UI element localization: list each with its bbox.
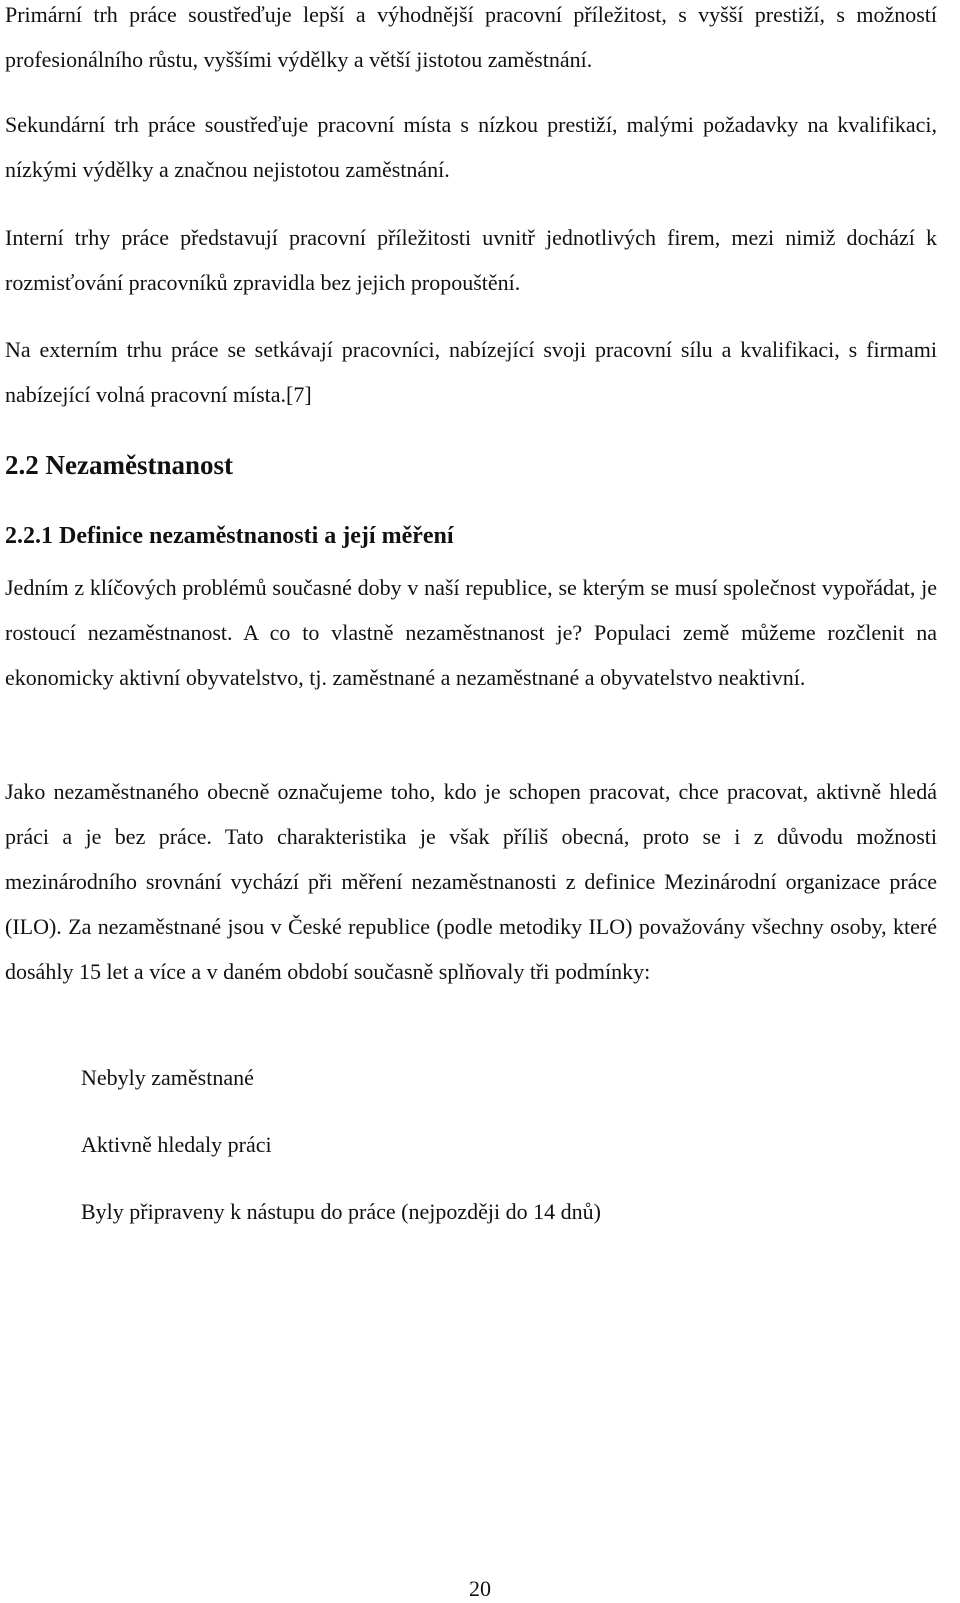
conditions-list — [81, 1063, 601, 1264]
subsection-heading: 2.2.1 Definice nezaměstnanosti a její měření — [5, 523, 454, 549]
page-number: 20 — [469, 1576, 491, 1601]
paragraph-primary-labor-market: Primární trh práce soustřeďuje lepší a výhodnější pracovní příležitost, s vyšší prestiží, s možností profesionálního růstu, vyššími výdělky a větší jistotou zaměstnání. — [5, 2, 937, 72]
paragraph-unemployment-definition: Jedním z klíčových problémů současné doby v naší republice, se kterým se musí společnost vypořádat, je rostoucí nezaměstnanost. A co to vlastně nezaměstnanost je? Populaci země můžeme rozčlenit na ekonomicky aktivní obyvatelstvo, tj. zaměstnané a nezaměstnané a obyvatelstvo neaktivní. — [5, 575, 937, 690]
paragraph-external-labor-market: Na externím trhu práce se setkávají pracovníci, nabízející svoji pracovní sílu a kvalifikaci, s firmami nabízející volná pracovní místa.[7] — [5, 337, 937, 407]
paragraph-internal-labor-market: Interní trhy práce představují pracovní příležitosti uvnitř jednotlivých firem, mezi nimiž dochází k rozmisťování pracovníků zpravidla bez jejich propouštění. — [5, 225, 937, 295]
paragraph-ilo-methodology: Jako nezaměstnaného obecně označujeme toho, kdo je schopen pracovat, chce pracovat, aktivně hledá práci a je bez práce. Tato charakteristika je však příliš obecná, proto se i z důvodu možnosti mezinárodního srovnání vychází při měření nezaměstnanosti z definice Mezinárodní organizace práce (ILO). Za nezaměstnané jsou v České republice (podle metodiky ILO) považovány všechny osoby, které dosáhly 15 let a více a v daném období současně splňovaly tři podmínky: — [5, 779, 937, 984]
list-item: Byly připraveny k nástupu do práce (nejpozději do 14 dnů) — [81, 1199, 601, 1224]
list-item: Aktivně hledaly práci — [81, 1132, 272, 1157]
paragraph-secondary-labor-market: Sekundární trh práce soustřeďuje pracovní místa s nízkou prestiží, malými požadavky na kvalifikaci, nízkými výdělky a značnou nejistotou zaměstnání. — [5, 112, 937, 182]
list-item: Nebyly zaměstnané — [81, 1065, 254, 1090]
section-heading: 2.2 Nezaměstnanost — [5, 450, 233, 480]
